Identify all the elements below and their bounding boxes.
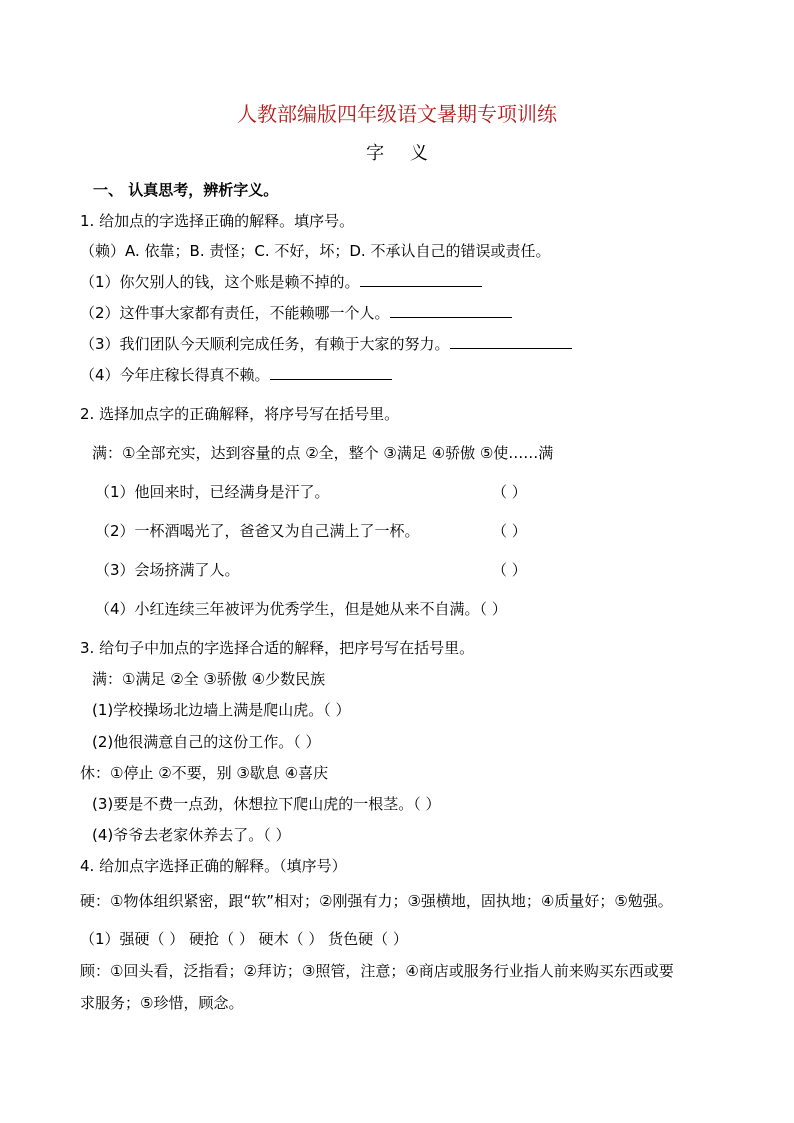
question-2-options: 满：①全部充实，达到容量的点 ②全，整个 ③满足 ④骄傲 ⑤使……满 — [92, 444, 554, 462]
question-3-xiu-options: 休：①停止 ②不要，别 ③歇息 ④喜庆 — [80, 764, 329, 782]
answer-blank[interactable] — [270, 365, 392, 380]
answer-blank[interactable] — [390, 303, 512, 318]
answer-blank[interactable] — [360, 272, 482, 287]
question-3-item: (1)学校操场北边墙上满是爬山虎。（ ） — [92, 701, 351, 719]
question-4-ying-items: （1）强硬（ ） 硬抢（ ） 硬木（ ） 货色硬（ ） — [80, 930, 408, 948]
question-1-options: （赖）A. 依靠；B. 责怪；C. 不好，坏；D. 不承认自己的错误或责任。 — [80, 242, 551, 260]
question-3-item: (4)爷爷去老家休养去了。（ ） — [92, 826, 291, 844]
question-4-stem: 4. 给加点字选择正确的解释。（填序号） — [80, 857, 347, 875]
answer-paren[interactable]: （ ） — [492, 561, 527, 579]
question-2-item: （1）他回来时，已经满身是汗了。 — [95, 483, 330, 501]
question-4-gu-options: 顾：①回头看，泛指看；②拜访；③照管，注意；④商店或服务行业指人前来购买东西或要 — [80, 962, 674, 980]
item-text: （3）我们团队今天顺利完成任务，有赖于大家的努力。 — [80, 335, 450, 353]
question-1-item — [80, 272, 482, 292]
question-3-item: (2)他很满意自己的这份工作。（ ） — [92, 733, 321, 751]
answer-blank[interactable] — [450, 334, 572, 349]
question-3-man-options: 满：①满足 ②全 ③骄傲 ④少数民族 — [92, 670, 326, 688]
question-2-item: （4）小红连续三年被评为优秀学生，但是她从来不自满。（ ） — [95, 600, 507, 618]
question-4-ying-options: 硬：①物体组织紧密，跟“软”相对；②刚强有力；③强横地，固执地；④质量好；⑤勉强。 — [80, 892, 673, 910]
question-1-stem: 1. 给加点的字选择正确的解释。填序号。 — [80, 212, 355, 230]
item-text: （2）这件事大家都有责任，不能赖哪一个人。 — [80, 304, 390, 322]
item-text: （4）今年庄稼长得真不赖。 — [80, 366, 270, 384]
page-subtitle: 字 义 — [366, 143, 438, 164]
item-text: （1）你欠别人的钱，这个账是赖不掉的。 — [80, 273, 360, 291]
question-4-gu-options-cont: 求服务；⑤珍惜，顾念。 — [80, 994, 244, 1012]
question-2-stem: 2. 选择加点字的正确解释，将序号写在括号里。 — [80, 405, 400, 423]
page-title: 人教部编版四年级语文暑期专项训练 — [237, 102, 557, 126]
question-3-item: (3)要是不费一点劲，休想拉下爬山虎的一根茎。（ ） — [92, 795, 441, 813]
answer-paren[interactable]: （ ） — [492, 483, 527, 501]
question-1-item — [80, 334, 572, 354]
question-1-item — [80, 303, 512, 323]
answer-paren[interactable]: （ ） — [492, 522, 527, 540]
section-heading: 一、 认真思考，辨析字义。 — [93, 181, 279, 199]
question-3-stem: 3. 给句子中加点的字选择合适的解释，把序号写在括号里。 — [80, 639, 475, 657]
question-1-item — [80, 365, 392, 385]
question-2-item: （3）会场挤满了人。 — [95, 561, 240, 579]
question-2-item: （2）一杯酒喝光了，爸爸又为自己满上了一杯。 — [95, 522, 420, 540]
